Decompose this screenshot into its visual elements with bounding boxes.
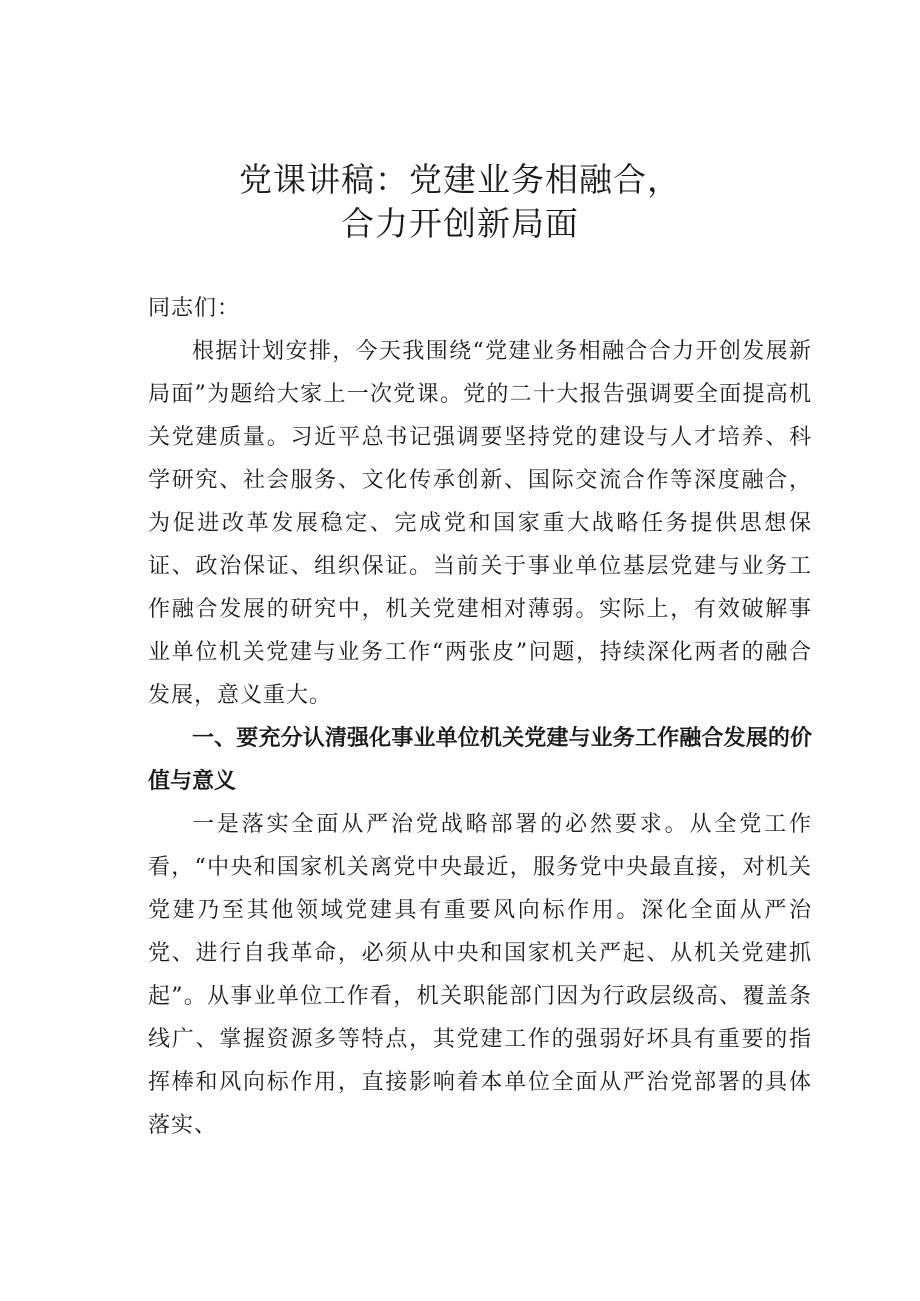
document-title (0, 158, 920, 246)
document-body (148, 287, 812, 1147)
salutation: 同志们： (148, 296, 241, 321)
intro-paragraph: 根据计划安排，今天我围绕“党建业务相融合合力开创发展新局面”为题给大家上一次党课。党的二十大报告强调要全面提高机关党建质量。习近平总书记强调要坚持党的建设与人才培养、科学研究、社会服务、文化传承创新、国际交流合作等深度融合，为促进改革发展稳定、完成党和国家重大战略任务提供思想保证、政治保证、组织保证。当前关于事业单位基层党建与业务工作融合发展的研究中，机关党建相对薄弱。实际上，有效破解事业单位机关党建与业务工作“两张皮”问题，持续深化两者的融合发展，意义重大。 (148, 339, 812, 708)
title-line-2: 合力开创新局面 (341, 204, 579, 243)
title-line-1: 党课讲稿：党建业务相融合， (239, 160, 681, 199)
section-1-paragraph: 一是落实全面从严治党战略部署的必然要求。从全党工作看，“中央和国家机关离党中央最近，服务党中央最直接，对机关党建乃至其他领域党建具有重要风向标作用。深化全面从严治党、进行自我革命，必须从中央和国家机关严起、从机关党建抓起”。从事业单位工作看，机关职能部门因为行政层级高、覆盖条线广、掌握资源多等特点，其党建工作的强弱好坏具有重要的指挥棒和风向标作用，直接影响着本单位全面从严治党部署的具体落实、 (148, 812, 812, 1138)
section-1-heading: 一、要充分认清强化事业单位机关党建与业务工作融合发展的价值与意义 (148, 726, 812, 794)
